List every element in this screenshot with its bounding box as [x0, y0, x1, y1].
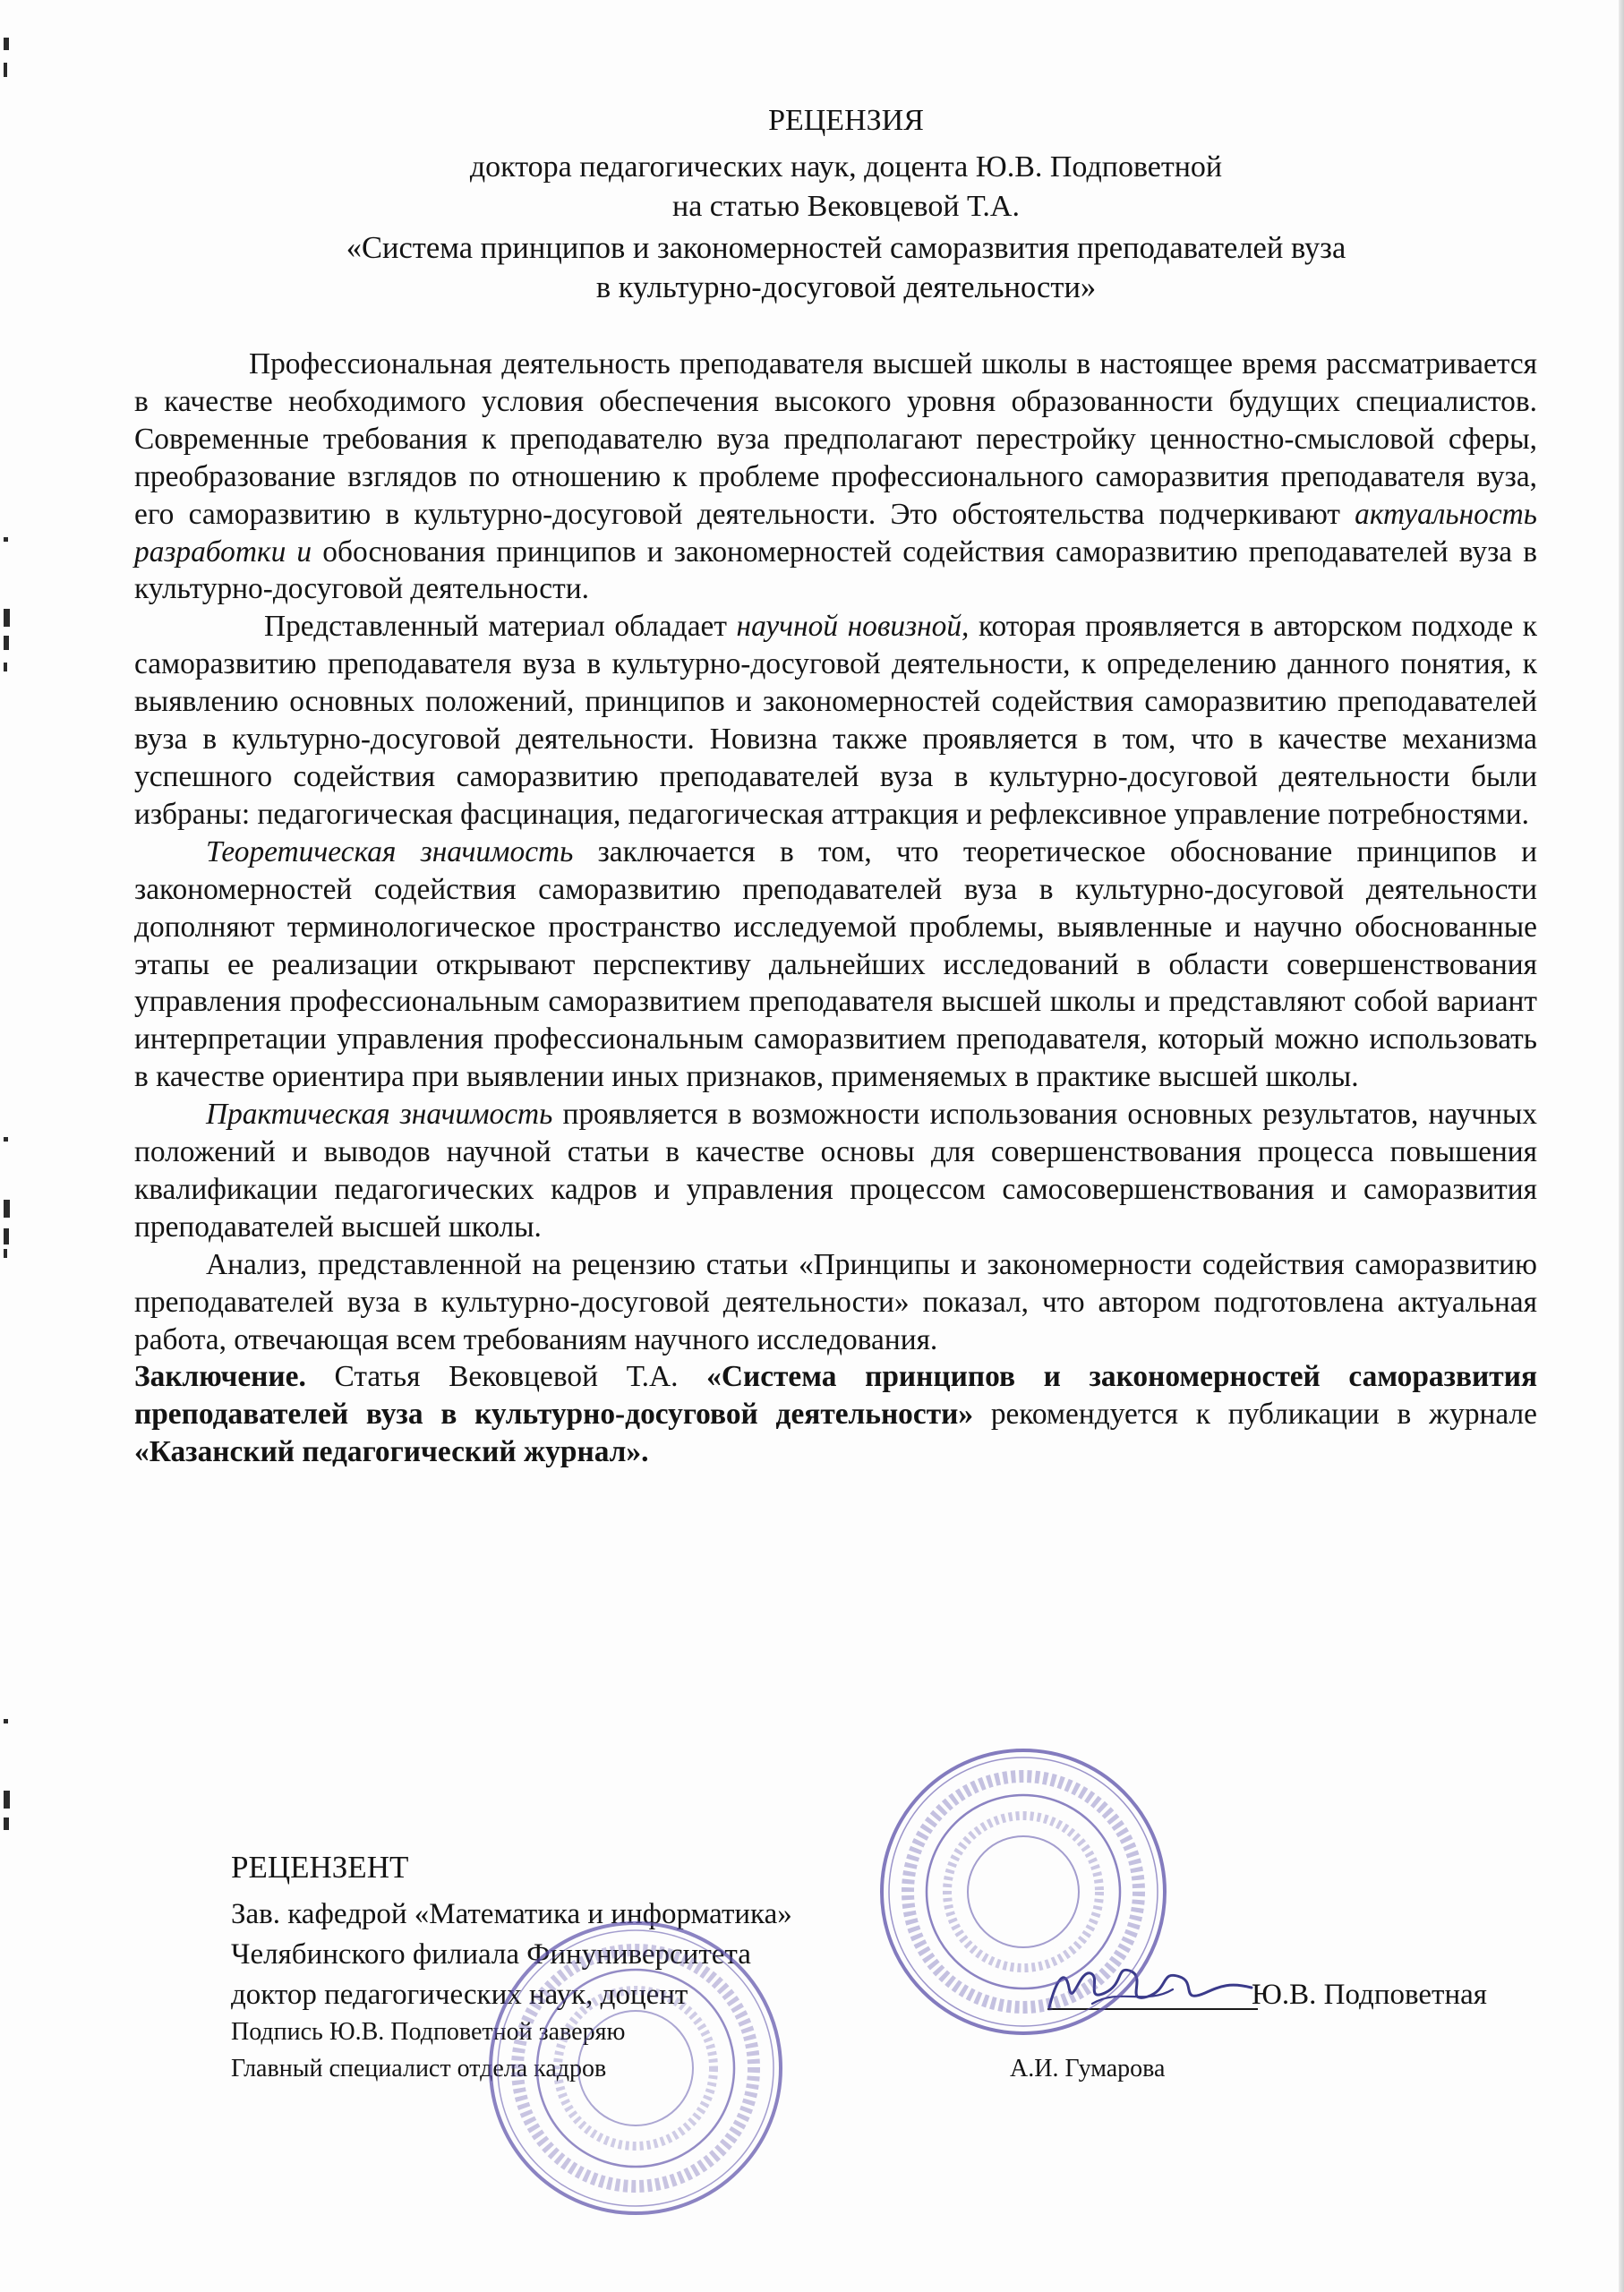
- paragraph-practical: [134, 1096, 1537, 1246]
- official-stamp-upper: [876, 1744, 1171, 2040]
- certify-line-1: Подпись Ю.В. Подповетной заверяю: [231, 2018, 626, 2046]
- review-body: [134, 346, 1537, 1471]
- paragraph-theoretical: [134, 834, 1537, 1096]
- scan-mark: [4, 636, 9, 650]
- conclusion-label: Заключение.: [134, 1360, 306, 1394]
- paragraph-relevance: [134, 346, 1537, 608]
- official-stamp-lower: [483, 1916, 788, 2220]
- scan-mark: [4, 1791, 10, 1809]
- scan-mark: [4, 1137, 8, 1142]
- reviewer-label: РЕЦЕНЗЕНТ: [231, 1850, 409, 1885]
- paragraph-text: проявляется в возможности использования основных результатов, научных положений и выводов научной статьи в качестве основы для совершенствования процесса повышения квалификации педагогических кадров и управления процессом самосовершенствования и саморазвития преподавателей высшей школы.: [134, 1098, 1537, 1244]
- paragraph-text: Профессиональная деятельность преподавателя высшей школы в настоящее время рассматривается в качестве необходимого условия обеспечения высокого уровня образованности будущих специалистов. Современные требования к преподавателю вуза предполагают перестройку ценностно-смысловой сферы, преобразование взглядов по отношению к проблеме профессионального саморазвития преподавателя вуза, его саморазвитию в культурно-досуговой деятельности. Это обстоятельства подчеркивают: [134, 347, 1537, 531]
- article-line: на статью Вековцевой Т.А.: [672, 190, 1020, 223]
- paragraph-text: Анализ, представленной на рецензию статьи «Принципы и закономерности содействия саморазвитию преподавателей вуза в культурно-досуговой деятельности» показал, что автором подготовлена актуальная работа, отвечающая всем требованиям научного исследования.: [134, 1247, 1537, 1356]
- emphasis-practical: Практическая значимость: [206, 1098, 553, 1132]
- article-title-line-1: «Система принципов и закономерностей саморазвития преподавателей вуза: [346, 231, 1346, 265]
- scan-edge-shadow: [1619, 0, 1624, 2292]
- paragraph-text: обоснования принципов и закономерностей содействия саморазвитию преподавателей вуза в культурно-досуговой деятельности.: [134, 535, 1537, 606]
- scan-mark: [4, 1817, 9, 1830]
- reviewer-position-2: Челябинского филиала Финуниверситета: [231, 1938, 751, 1971]
- scan-mark: [4, 1228, 9, 1244]
- paragraph-analysis: [134, 1246, 1537, 1359]
- article-title-line-2: в культурно-досуговой деятельности»: [595, 270, 1097, 304]
- emphasis-novelty: научной новизной,: [736, 610, 970, 644]
- review-title: РЕЦЕНЗИЯ: [768, 104, 924, 137]
- conclusion-article-title: «Система принципов и закономерностей саморазвития преподавателей вуза в культурно-досуговой деятельности»: [134, 1360, 1538, 1432]
- certify-line-2: Главный специалист отдела кадров: [231, 2055, 607, 2082]
- reviewer-position-1: Зав. кафедрой «Математика и информатика»: [231, 1898, 792, 1930]
- paragraph-text: Представленный материал обладает: [264, 610, 737, 644]
- paragraph-text: которая проявляется в авторском подходе к саморазвитию преподавателя вуза в культурно-досуговой деятельности, к определению данного понятия, к выявлению основных положений, принципов и закономерностей содействия саморазвитию преподавателей вуза в культурно-досуговой деятельности. Новизна также проявляется в том, что в качестве механизма успешного содействия саморазвитию преподавателей вуза в культурно-досуговой деятельности были избраны: педагогическая фасцинация, педагогическая аттракция и рефлексивное управление потребностями.: [134, 610, 1537, 831]
- scan-mark: [4, 1249, 7, 1258]
- paragraph-novelty: [134, 608, 1537, 833]
- emphasis-relevance: актуальность разработки и: [134, 497, 1537, 569]
- journal-name: «Казанский педагогический журнал».: [134, 1435, 649, 1469]
- reviewer-position-3: доктор педагогических наук, доцент: [231, 1979, 688, 2011]
- scan-mark: [4, 38, 9, 50]
- emphasis-theoretical: Теоретическая значимость: [206, 834, 574, 868]
- scan-mark: [4, 1719, 8, 1723]
- scan-mark: [4, 63, 7, 77]
- hr-specialist-name: А.И. Гумарова: [1010, 2055, 1166, 2082]
- scan-mark: [4, 1200, 10, 1218]
- paragraph-text: заключается в том, что теоретическое обоснование принципов и закономерностей содействия саморазвитию преподавателей вуза в культурно-досуговой деятельности дополняют терминологическое пространство исследуемой проблемы, выявленные и научно обоснованные этапы ее реализации открывают перспективу дальнейших исследований в области совершенствования управления профессиональным саморазвитием преподавателя высшей школы и представляют собой вариант интерпретации управления профессиональным саморазвитием преподавателя, который можно использовать в качестве ориентира при выявлении иных признаков, применяемых в практике высшей школы.: [134, 834, 1537, 1094]
- scan-mark: [4, 663, 7, 671]
- scan-mark: [4, 609, 10, 627]
- reviewer-line: доктора педагогических наук, доцента Ю.В. Подповетной: [469, 150, 1223, 184]
- scan-mark: [4, 537, 8, 542]
- reviewer-name: Ю.В. Подповетная: [1252, 1979, 1487, 2011]
- paragraph-conclusion: [134, 1358, 1537, 1471]
- paragraph-text: Статья Вековцевой Т.А.: [305, 1360, 707, 1394]
- paragraph-text: рекомендуется к публикации в журнале: [973, 1398, 1538, 1432]
